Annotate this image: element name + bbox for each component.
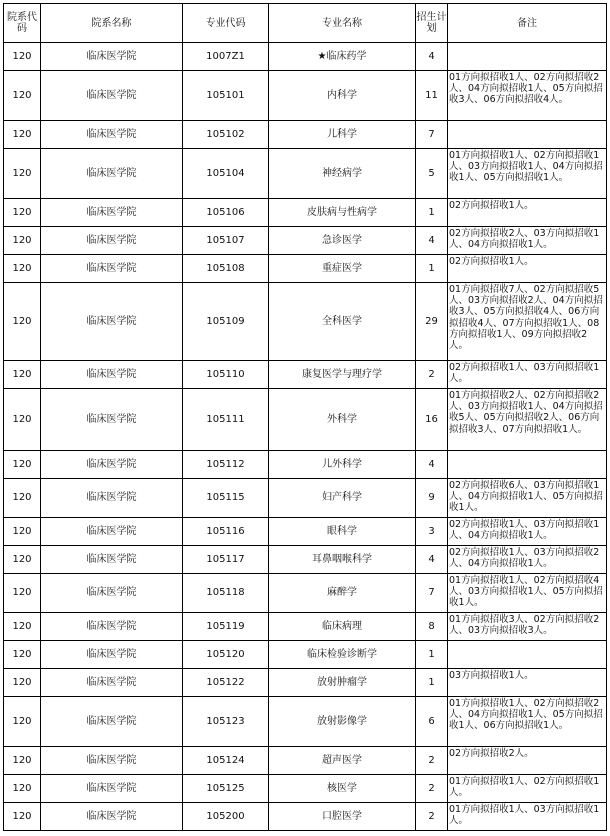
cell-plan: 1 <box>416 641 448 669</box>
cell-school-name: 临床医学院 <box>41 803 183 831</box>
header-school-code: 院系代码 <box>4 4 41 43</box>
cell-plan: 1 <box>416 669 448 697</box>
cell-major-name: 重症医学 <box>269 255 416 283</box>
cell-major-code: 105125 <box>183 775 269 803</box>
cell-major-code: 105120 <box>183 641 269 669</box>
cell-school-name: 临床医学院 <box>41 227 183 255</box>
cell-plan: 4 <box>416 43 448 71</box>
admission-table-container <box>3 3 607 831</box>
cell-note: 02方向拟招收1人、03方向拟招收2人、04方向拟招收1人。 <box>448 546 607 574</box>
cell-plan: 2 <box>416 361 448 389</box>
cell-major-code: 105117 <box>183 546 269 574</box>
cell-major-name: 内科学 <box>269 71 416 121</box>
table-row <box>4 641 607 669</box>
cell-school-code: 120 <box>4 121 41 149</box>
cell-note: 01方向拟招收2人、02方向拟招收2人、03方向拟招收1人、04方向拟招收5人、05方向拟招收2人、06方向拟招收3人、07方向拟招收1人。 <box>448 389 607 451</box>
cell-major-code: 105104 <box>183 149 269 199</box>
cell-school-code: 120 <box>4 361 41 389</box>
table-row <box>4 43 607 71</box>
cell-plan: 5 <box>416 149 448 199</box>
cell-major-code: 105115 <box>183 479 269 518</box>
cell-major-code: 105107 <box>183 227 269 255</box>
cell-school-name: 临床医学院 <box>41 71 183 121</box>
cell-school-code: 120 <box>4 71 41 121</box>
cell-plan: 7 <box>416 121 448 149</box>
cell-school-name: 临床医学院 <box>41 121 183 149</box>
cell-school-code: 120 <box>4 283 41 361</box>
table-row <box>4 669 607 697</box>
cell-note: 01方向拟招收7人、02方向拟招收5人、03方向拟招收2人、04方向拟招收3人、05方向拟招收4人、06方向拟招收4人、07方向拟招收1人、08方向拟招收1人、09方向拟招收2人。 <box>448 283 607 361</box>
table-row <box>4 255 607 283</box>
cell-plan: 4 <box>416 451 448 479</box>
cell-school-code: 120 <box>4 697 41 747</box>
cell-major-code: 1007Z1 <box>183 43 269 71</box>
cell-plan: 6 <box>416 697 448 747</box>
cell-major-name: 儿外科学 <box>269 451 416 479</box>
cell-major-name: 放射肿瘤学 <box>269 669 416 697</box>
table-row <box>4 121 607 149</box>
cell-plan: 1 <box>416 255 448 283</box>
cell-major-code: 105118 <box>183 574 269 613</box>
cell-note: 02方向拟招收1人。 <box>448 199 607 227</box>
cell-major-name: 放射影像学 <box>269 697 416 747</box>
cell-school-name: 临床医学院 <box>41 361 183 389</box>
cell-plan: 2 <box>416 747 448 775</box>
cell-school-code: 120 <box>4 199 41 227</box>
cell-note: 01方向拟招收1人、02方向拟招收1人、03方向拟招收1人、04方向拟招收1人、05方向拟招收1人。 <box>448 149 607 199</box>
cell-major-code: 105123 <box>183 697 269 747</box>
cell-major-code: 105119 <box>183 613 269 641</box>
cell-school-code: 120 <box>4 574 41 613</box>
cell-note: 01方向拟招收3人、02方向拟招收2人、03方向拟招收3人。 <box>448 613 607 641</box>
cell-note: 02方向拟招收2人、03方向拟招收1人、04方向拟招收1人。 <box>448 227 607 255</box>
cell-school-code: 120 <box>4 803 41 831</box>
cell-note: 01方向拟招收1人、02方向拟招收4人、03方向拟招收1人、05方向拟招收1人。 <box>448 574 607 613</box>
cell-major-name: 临床检验诊断学 <box>269 641 416 669</box>
cell-plan: 7 <box>416 574 448 613</box>
cell-major-name: ★临床药学 <box>269 43 416 71</box>
cell-school-name: 临床医学院 <box>41 747 183 775</box>
cell-school-code: 120 <box>4 149 41 199</box>
cell-note <box>448 641 607 669</box>
cell-school-code: 120 <box>4 775 41 803</box>
cell-major-name: 临床病理 <box>269 613 416 641</box>
cell-school-name: 临床医学院 <box>41 451 183 479</box>
table-row <box>4 697 607 747</box>
cell-plan: 2 <box>416 803 448 831</box>
table-row <box>4 479 607 518</box>
cell-note: 02方向拟招收1人、03方向拟招收1人、04方向拟招收1人。 <box>448 518 607 546</box>
table-row <box>4 747 607 775</box>
cell-school-code: 120 <box>4 518 41 546</box>
cell-school-name: 临床医学院 <box>41 546 183 574</box>
cell-major-code: 105106 <box>183 199 269 227</box>
header-major-name: 专业名称 <box>269 4 416 43</box>
cell-school-name: 临床医学院 <box>41 479 183 518</box>
header-school-name: 院系名称 <box>41 4 183 43</box>
cell-note: 02方向拟招收6人、03方向拟招收1人、04方向拟招收1人、05方向拟招收1人。 <box>448 479 607 518</box>
cell-note: 01方向拟招收1人、02方向拟招收2人、04方向拟招收1人、05方向拟招收3人、06方向拟招收4人。 <box>448 71 607 121</box>
table-row <box>4 71 607 121</box>
cell-plan: 1 <box>416 199 448 227</box>
cell-note: 03方向拟招收1人。 <box>448 669 607 697</box>
table-row <box>4 283 607 361</box>
cell-major-name: 急诊医学 <box>269 227 416 255</box>
cell-note: 02方向拟招收2人。 <box>448 747 607 775</box>
cell-plan: 3 <box>416 518 448 546</box>
cell-school-code: 120 <box>4 43 41 71</box>
cell-note: 01方向拟招收1人、02方向拟招收2人、04方向拟招收1人、05方向拟招收1人、06方向拟招收1人。 <box>448 697 607 747</box>
cell-major-code: 105112 <box>183 451 269 479</box>
table-row <box>4 546 607 574</box>
cell-school-code: 120 <box>4 255 41 283</box>
header-plan: 招生计划 <box>416 4 448 43</box>
cell-school-code: 120 <box>4 227 41 255</box>
cell-school-name: 临床医学院 <box>41 641 183 669</box>
cell-school-name: 临床医学院 <box>41 697 183 747</box>
cell-note: 01方向拟招收1人、02方向拟招收1人。 <box>448 775 607 803</box>
cell-major-code: 105109 <box>183 283 269 361</box>
cell-school-name: 临床医学院 <box>41 518 183 546</box>
admission-plan-table <box>3 3 607 831</box>
cell-major-code: 105116 <box>183 518 269 546</box>
cell-school-name: 临床医学院 <box>41 775 183 803</box>
cell-note: 02方向拟招收1人。 <box>448 255 607 283</box>
cell-major-code: 105122 <box>183 669 269 697</box>
cell-school-code: 120 <box>4 669 41 697</box>
table-row <box>4 149 607 199</box>
table-row <box>4 775 607 803</box>
cell-major-name: 耳鼻咽喉科学 <box>269 546 416 574</box>
cell-school-code: 120 <box>4 546 41 574</box>
cell-school-name: 临床医学院 <box>41 199 183 227</box>
cell-school-name: 临床医学院 <box>41 283 183 361</box>
cell-major-code: 105111 <box>183 389 269 451</box>
table-row <box>4 389 607 451</box>
cell-school-code: 120 <box>4 479 41 518</box>
cell-school-name: 临床医学院 <box>41 255 183 283</box>
cell-plan: 8 <box>416 613 448 641</box>
cell-school-name: 临床医学院 <box>41 149 183 199</box>
cell-school-name: 临床医学院 <box>41 613 183 641</box>
cell-school-code: 120 <box>4 613 41 641</box>
cell-note <box>448 43 607 71</box>
table-row <box>4 361 607 389</box>
header-row <box>4 4 607 43</box>
cell-major-code: 105200 <box>183 803 269 831</box>
cell-major-name: 麻醉学 <box>269 574 416 613</box>
cell-major-code: 105110 <box>183 361 269 389</box>
table-row <box>4 227 607 255</box>
table-row <box>4 574 607 613</box>
cell-note: 02方向拟招收1人、03方向拟招收1人。 <box>448 361 607 389</box>
cell-school-code: 120 <box>4 641 41 669</box>
cell-major-name: 核医学 <box>269 775 416 803</box>
cell-major-name: 全科医学 <box>269 283 416 361</box>
cell-school-code: 120 <box>4 451 41 479</box>
cell-major-code: 105101 <box>183 71 269 121</box>
cell-plan: 4 <box>416 546 448 574</box>
cell-school-name: 临床医学院 <box>41 669 183 697</box>
table-body <box>4 43 607 831</box>
cell-major-name: 神经病学 <box>269 149 416 199</box>
cell-school-code: 120 <box>4 747 41 775</box>
table-row <box>4 803 607 831</box>
cell-school-name: 临床医学院 <box>41 574 183 613</box>
cell-major-name: 口腔医学 <box>269 803 416 831</box>
cell-plan: 4 <box>416 227 448 255</box>
cell-plan: 16 <box>416 389 448 451</box>
cell-major-code: 105124 <box>183 747 269 775</box>
cell-major-name: 外科学 <box>269 389 416 451</box>
cell-school-code: 120 <box>4 389 41 451</box>
cell-plan: 9 <box>416 479 448 518</box>
cell-school-name: 临床医学院 <box>41 389 183 451</box>
table-row <box>4 199 607 227</box>
table-row <box>4 518 607 546</box>
cell-major-name: 儿科学 <box>269 121 416 149</box>
header-note: 备注 <box>448 4 607 43</box>
cell-plan: 2 <box>416 775 448 803</box>
header-major-code: 专业代码 <box>183 4 269 43</box>
table-row <box>4 613 607 641</box>
cell-major-name: 妇产科学 <box>269 479 416 518</box>
cell-plan: 11 <box>416 71 448 121</box>
cell-note <box>448 121 607 149</box>
cell-note: 01方向拟招收1人、03方向拟招收1人。 <box>448 803 607 831</box>
cell-major-code: 105102 <box>183 121 269 149</box>
cell-plan: 29 <box>416 283 448 361</box>
cell-major-code: 105108 <box>183 255 269 283</box>
cell-major-name: 康复医学与理疗学 <box>269 361 416 389</box>
table-row <box>4 451 607 479</box>
cell-major-name: 眼科学 <box>269 518 416 546</box>
cell-school-name: 临床医学院 <box>41 43 183 71</box>
cell-note <box>448 451 607 479</box>
cell-major-name: 皮肤病与性病学 <box>269 199 416 227</box>
cell-major-name: 超声医学 <box>269 747 416 775</box>
